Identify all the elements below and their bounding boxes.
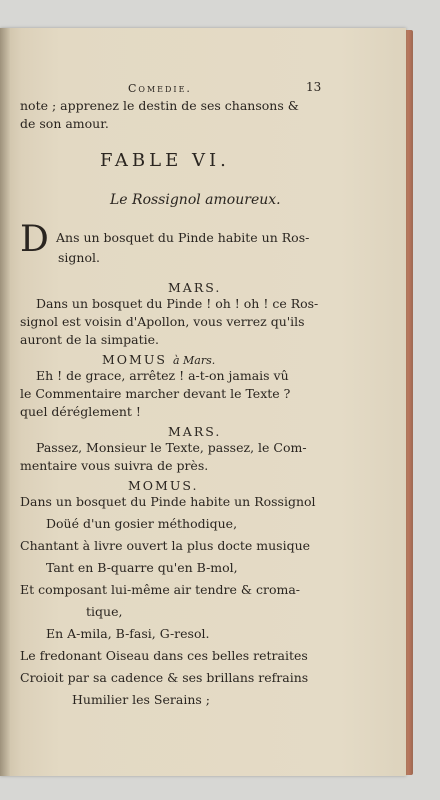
page-number: 13 bbox=[306, 80, 322, 94]
verse-line: Et composant lui-même air tendre & croma- bbox=[20, 582, 301, 597]
verse-line: Humilier les Serains ; bbox=[72, 692, 210, 707]
verse-line: tique, bbox=[86, 604, 123, 619]
verse-line: En A-mila, B-fasi, G-resol. bbox=[46, 626, 210, 641]
dialogue-line: Dans un bosquet du Pinde ! oh ! oh ! ce Ros- bbox=[36, 296, 319, 311]
speaker-momus: MOMUS. bbox=[128, 478, 199, 493]
dialogue-line: Passez, Monsieur le Texte, passez, le Com- bbox=[36, 440, 307, 455]
verse-line: Chantant à livre ouvert la plus docte musique bbox=[20, 538, 311, 553]
fable-title: FABLE VI. bbox=[100, 150, 230, 171]
dialogue-line: auront de la simpatie. bbox=[20, 332, 159, 347]
dialogue-line: quel déréglement ! bbox=[20, 404, 141, 419]
stage-direction: à Mars. bbox=[172, 354, 216, 367]
intro-line: de son amour. bbox=[20, 116, 109, 131]
running-head: Comedie. bbox=[128, 82, 192, 95]
drop-capital: D bbox=[20, 219, 49, 260]
verse-line: Dans un bosquet du Pinde habite un Rossignol bbox=[20, 494, 316, 509]
verse-line: Doüé d'un gosier méthodique, bbox=[46, 516, 238, 531]
speaker-mars: MARS. bbox=[168, 424, 222, 439]
speaker-name: MOMUS bbox=[102, 352, 167, 367]
speaker-momus bbox=[102, 352, 215, 367]
verse-line: Tant en B-quarre qu'en B-mol, bbox=[46, 560, 238, 575]
dialogue-line: signol est voisin d'Apollon, vous verrez qu'ils bbox=[20, 314, 305, 329]
dialogue-line: Eh ! de grace, arrêtez ! a-t-on jamais vû bbox=[36, 368, 289, 383]
verse-line: Croioit par sa cadence & ses brillans refrains bbox=[20, 670, 309, 685]
verse-line: Le fredonant Oiseau dans ces belles retraites bbox=[20, 648, 308, 663]
fable-line: signol. bbox=[58, 250, 100, 265]
intro-line: note ; apprenez le destin de ses chansons & bbox=[20, 98, 299, 113]
dialogue-line: mentaire vous suivra de près. bbox=[20, 458, 209, 473]
dialogue-line: le Commentaire marcher devant le Texte ? bbox=[20, 386, 291, 401]
fable-line: Ans un bosquet du Pinde habite un Ros- bbox=[56, 230, 310, 245]
speaker-mars: MARS. bbox=[168, 280, 222, 295]
fable-subtitle: Le Rossignol amoureux. bbox=[110, 192, 281, 208]
